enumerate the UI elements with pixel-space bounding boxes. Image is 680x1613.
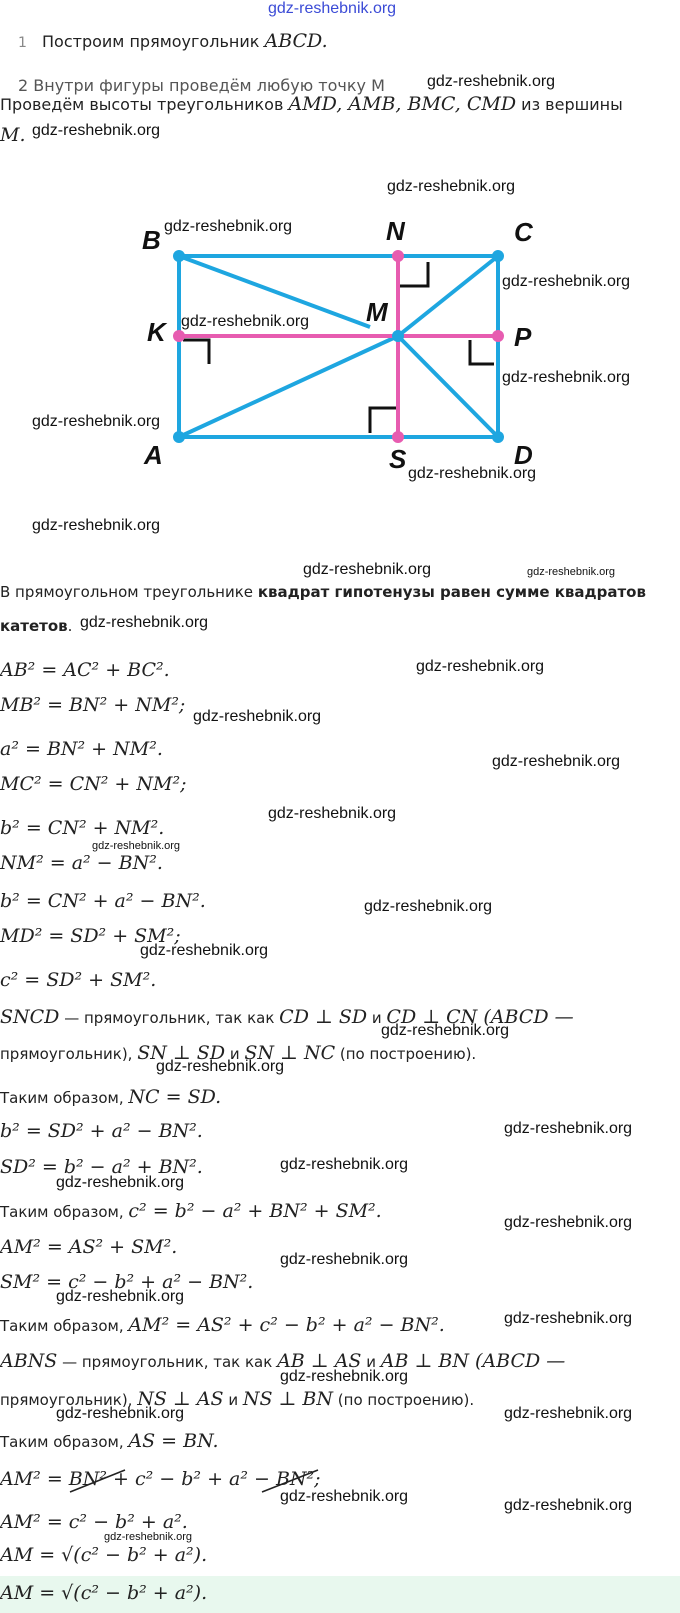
right-angle-k — [183, 340, 209, 364]
equation-8: MD² = SD² + SM²; — [0, 925, 181, 947]
equation-16: AM = √(c² − b² + a²). — [0, 1544, 208, 1566]
step-math: ABCD. — [264, 30, 328, 52]
theorem-line-2: катетов. — [0, 617, 73, 635]
watermark: gdz-reshebnik.org — [504, 1214, 633, 1231]
watermark: gdz-reshebnik.org — [303, 561, 432, 578]
watermark: gdz-reshebnik.org — [56, 1174, 185, 1191]
intro-math: AMD, AMB, BMC, CMD — [288, 93, 517, 115]
conclusion-2: Таким образом, c² = b² − a² + BN² + SM². — [0, 1200, 382, 1222]
equation-6: NM² = a² − BN². — [0, 852, 163, 874]
conclusion-4: Таким образом, AS = BN. — [0, 1430, 219, 1452]
point-c — [492, 250, 504, 262]
equation-14: AM² = BN² + c² − b² + a² − BN²; — [0, 1468, 321, 1490]
watermark: gdz-reshebnik.org — [527, 566, 616, 578]
watermark: gdz-reshebnik.org — [504, 1497, 633, 1514]
watermark: gdz-reshebnik.org — [280, 1156, 409, 1173]
watermark: gdz-reshebnik.org — [364, 898, 493, 915]
label-c: C — [514, 217, 533, 247]
reason-abns-line-1: ABNS — прямоугольник, так как AB ⊥ AS и AB ⊥ BN (ABCD — — [0, 1350, 566, 1372]
watermark: gdz-reshebnik.org — [280, 1251, 409, 1268]
label-b: B — [142, 225, 161, 255]
step-2-partial: 2 Внутри фигуры проведём любую точку M — [18, 76, 385, 95]
conclusion-1: Таким образом, NC = SD. — [0, 1086, 222, 1108]
watermark: gdz-reshebnik.org — [502, 273, 631, 290]
watermark: gdz-reshebnik.org — [280, 1368, 409, 1385]
label-p: P — [514, 322, 532, 352]
rectangle-diagram — [0, 200, 680, 490]
segment-md — [398, 336, 498, 437]
point-n — [392, 250, 404, 262]
equation-3: a² = BN² + NM². — [0, 738, 163, 760]
point-d — [492, 431, 504, 443]
theorem-line-1: В прямоугольном треугольнике квадрат гипотенузы равен сумме квадратов — [0, 583, 646, 601]
equation-9: c² = SD² + SM². — [0, 969, 157, 991]
watermark: gdz-reshebnik.org — [492, 753, 621, 770]
step-1 — [18, 30, 328, 52]
label-s: S — [389, 444, 407, 474]
equation-12: AM² = AS² + SM². — [0, 1236, 178, 1258]
equation-7: b² = CN² + a² − BN². — [0, 890, 206, 912]
final-answer-box — [0, 1576, 680, 1613]
watermark: gdz-reshebnik.org — [56, 1288, 185, 1305]
step-text: Построим прямоугольник — [42, 32, 265, 51]
intro-line-1 — [0, 93, 623, 115]
reason-sncd-line-1: SNCD — прямоугольник, так как CD ⊥ SD и CD ⊥ CN (ABCD — — [0, 1006, 574, 1028]
point-a — [173, 431, 185, 443]
watermark: gdz-reshebnik.org — [381, 1022, 510, 1039]
intro-math-2: M. — [0, 124, 26, 146]
watermark: gdz-reshebnik.org — [504, 1310, 633, 1327]
intro-text-2: из вершины — [516, 95, 623, 114]
rectangle-abcd — [179, 256, 498, 437]
watermark: gdz-reshebnik.org — [268, 805, 397, 822]
right-angle-s — [370, 408, 396, 433]
equation-11: SD² = b² − a² + BN². — [0, 1156, 203, 1178]
watermark: gdz-reshebnik.org — [427, 73, 556, 90]
equation-4: MC² = CN² + NM²; — [0, 773, 187, 795]
intro-line-2 — [0, 124, 26, 146]
label-m: M — [366, 297, 388, 327]
label-k: K — [147, 317, 166, 347]
watermark: gdz-reshebnik.org — [387, 178, 516, 195]
watermark: gdz-reshebnik.org — [32, 413, 161, 430]
step-number: 1 — [18, 35, 27, 51]
watermark: gdz-reshebnik.org — [80, 614, 209, 631]
watermark: gdz-reshebnik.org — [502, 369, 631, 386]
watermark: gdz-reshebnik.org — [156, 1058, 285, 1075]
equation-13: SM² = c² − b² + a² − BN². — [0, 1271, 254, 1293]
watermark: gdz-reshebnik.org — [56, 1405, 185, 1422]
watermark: gdz-reshebnik.org — [181, 313, 310, 330]
equation-10: b² = SD² + a² − BN². — [0, 1120, 203, 1142]
watermark: gdz-reshebnik.org — [280, 1488, 409, 1505]
point-b — [173, 250, 185, 262]
watermark: gdz-reshebnik.org — [140, 942, 269, 959]
label-d: D — [514, 440, 533, 470]
watermark: gdz-reshebnik.org — [408, 465, 537, 482]
right-angle-n — [400, 262, 428, 286]
equation-15: AM² = c² − b² + a². — [0, 1511, 188, 1533]
watermark: gdz-reshebnik.org — [416, 658, 545, 675]
watermark: gdz-reshebnik.org — [504, 1120, 633, 1137]
point-k — [173, 330, 185, 342]
watermark: gdz-reshebnik.org — [32, 122, 161, 139]
label-a: A — [144, 440, 163, 470]
equation-5: b² = CN² + NM². — [0, 817, 165, 839]
strike-bn-1 — [70, 1470, 125, 1492]
equation-1: AB² = AC² + BC². — [0, 659, 170, 681]
intro-text: Проведём высоты треугольников — [0, 95, 289, 114]
label-n: N — [386, 216, 405, 246]
watermark: gdz-reshebnik.org — [193, 708, 322, 725]
conclusion-3: Таким образом, AM² = AS² + c² − b² + a² − BN². — [0, 1314, 445, 1336]
watermark: gdz-reshebnik.org — [504, 1405, 633, 1422]
watermark: gdz-reshebnik.org — [268, 0, 397, 17]
reason-abns-line-2: прямоугольник), NS ⊥ AS и NS ⊥ BN (по построению). — [0, 1388, 475, 1410]
segment-ma — [179, 336, 398, 437]
segment-mc — [398, 256, 498, 336]
point-p — [492, 330, 504, 342]
watermark: gdz-reshebnik.org — [32, 517, 161, 534]
reason-sncd-line-2: прямоугольник), SN ⊥ SD и SN ⊥ NC (по построению). — [0, 1042, 477, 1064]
equation-2: MB² = BN² + NM²; — [0, 694, 186, 716]
point-s — [392, 431, 404, 443]
watermark: gdz-reshebnik.org — [164, 218, 293, 235]
final-answer: AM = √(c² − b² + a²). — [0, 1582, 208, 1604]
watermark: gdz-reshebnik.org — [92, 840, 181, 852]
point-m — [392, 330, 404, 342]
right-angle-p — [470, 340, 494, 364]
watermark: gdz-reshebnik.org — [104, 1531, 193, 1543]
